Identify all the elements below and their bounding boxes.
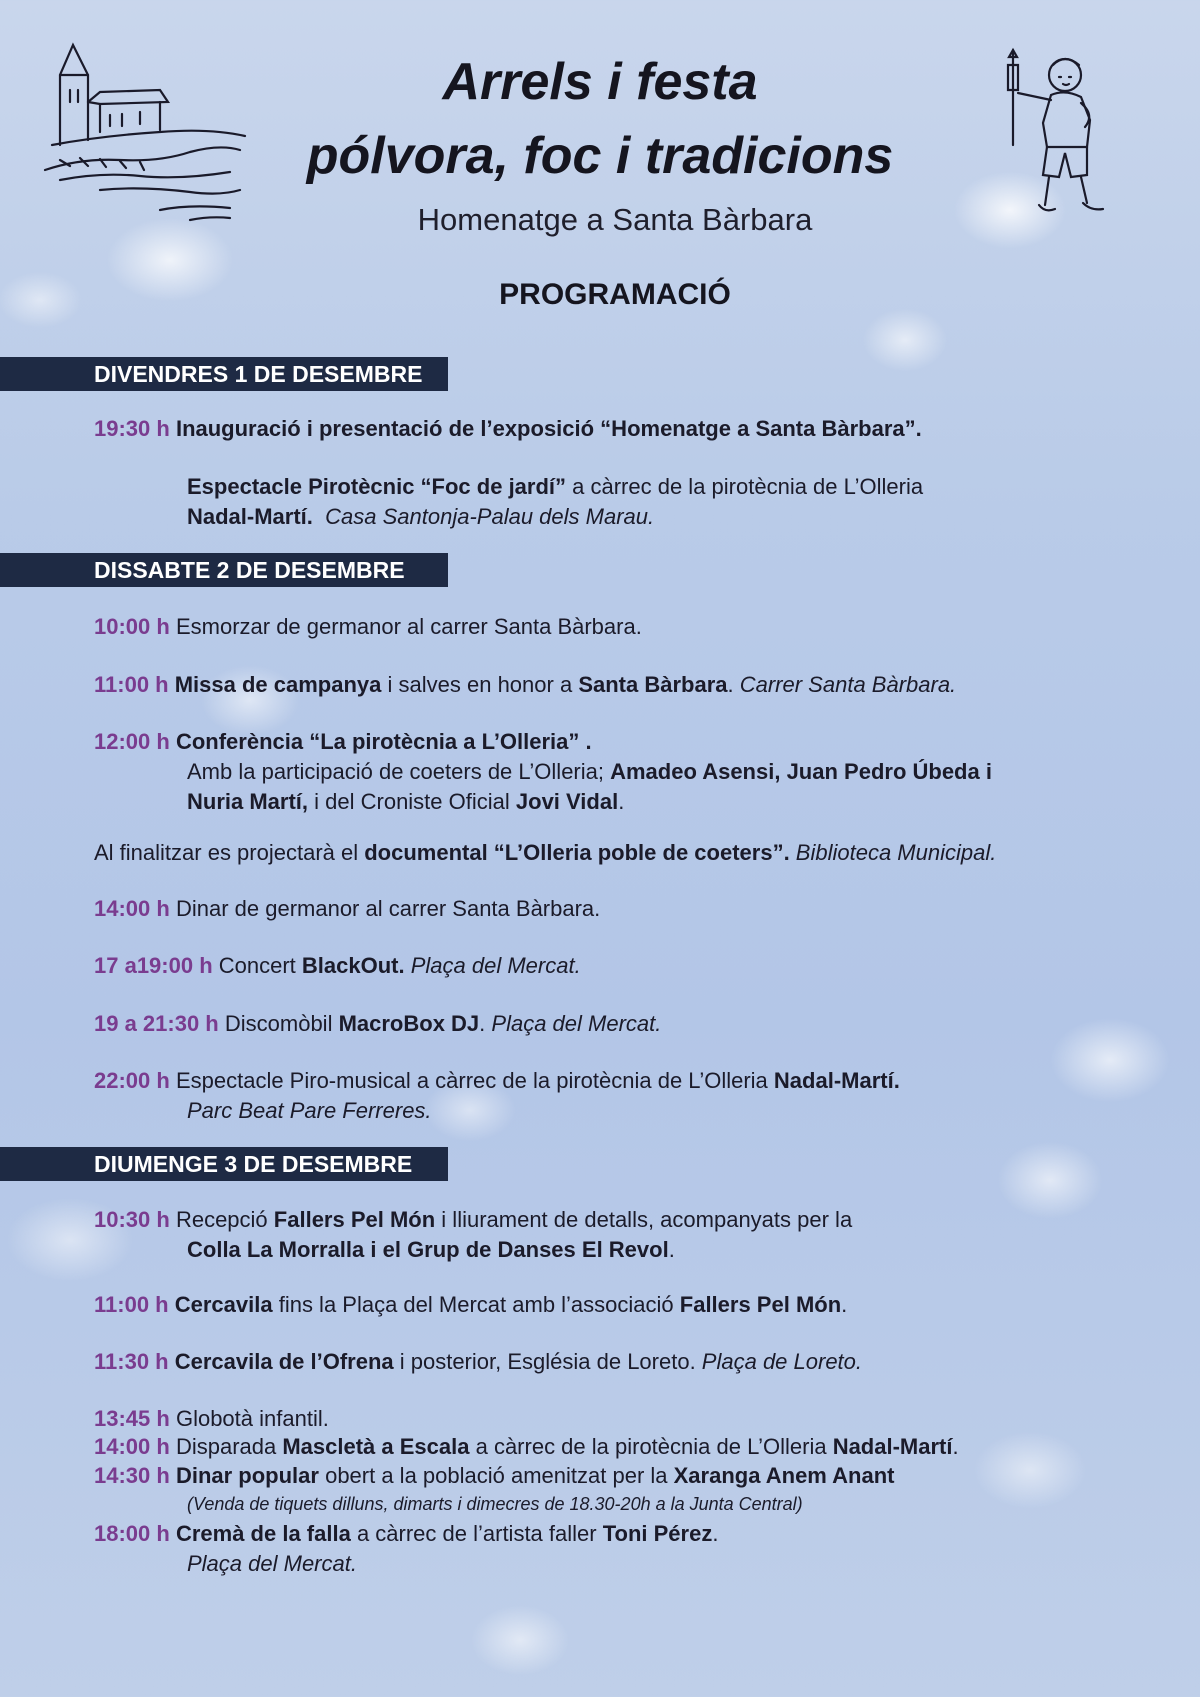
event-sunday-5: 14:00 h Disparada Mascletà a Escala a càrrec de la pirotècnia de L’Olleria Nadal-Martí. bbox=[94, 1434, 959, 1459]
event-saturday-3: 12:00 h Conferència “La pirotècnia a L’Olleria” . Amb la participació de coeters de L’Olleria; Amadeo Asensi, Juan Pedro Úbeda i Nuria Martí, i del Croniste Oficial Jovi Vidal. bbox=[94, 729, 992, 814]
title-line-2: pólvora, foc i tradicions bbox=[306, 127, 894, 185]
day-bar-friday: DIVENDRES 1 DE DESEMBRE bbox=[0, 357, 448, 391]
event-friday-1 bbox=[94, 414, 922, 444]
event-saturday-6: 17 a19:00 h Concert BlackOut. Plaça del Mercat. bbox=[94, 953, 581, 978]
event-sunday-3: 11:30 h Cercavila de l’Ofrena i posterior, Església de Loreto. Plaça de Loreto. bbox=[94, 1349, 863, 1374]
day-bar-sunday: DIUMENGE 3 DE DESEMBRE bbox=[0, 1147, 448, 1181]
event-saturday-1: 10:00 h Esmorzar de germanor al carrer Santa Bàrbara. bbox=[94, 614, 642, 639]
event-place: Casa Santonja-Palau dels Marau. bbox=[325, 504, 655, 529]
event-saturday-4: Al finalitzar es projectarà el documental “L’Olleria poble de coeters”. Biblioteca Municipal. bbox=[94, 840, 997, 865]
ticket-note: (Venda de tiquets dilluns, dimarts i dimecres de 18.30-20h a la Junta Central) bbox=[187, 1494, 803, 1514]
event-sunday-1: 10:30 h Recepció Fallers Pel Món i lliurament de detalls, acompanyats per la Colla La Morralla i el Grup de Danses El Revol. bbox=[94, 1207, 853, 1262]
event-sunday-6: 14:30 h Dinar popular obert a la població amenitzat per la Xaranga Anem Anant (Venda de tiquets dilluns, dimarts i dimecres de 18.30-20h a la Junta Central) bbox=[94, 1461, 894, 1517]
event-sunday-2: 11:00 h Cercavila fins la Plaça del Mercat amb l’associació Fallers Pel Món. bbox=[94, 1292, 848, 1317]
event-sunday-7: 18:00 h Cremà de la falla a càrrec de l’artista faller Toni Pérez. Plaça del Mercat. bbox=[94, 1521, 719, 1576]
event-saturday-2: 11:00 h Missa de campanya i salves en honor a Santa Bàrbara. Carrer Santa Bàrbara. bbox=[94, 672, 957, 697]
subtitle: Homenatge a Santa Bàrbara bbox=[417, 202, 813, 237]
event-saturday-7: 19 a 21:30 h Discomòbil MacroBox DJ. Plaça del Mercat. bbox=[94, 1011, 662, 1036]
section-heading: PROGRAMACIÓ bbox=[499, 278, 731, 311]
day-bar-saturday: DISSABTE 2 DE DESEMBRE bbox=[0, 553, 448, 587]
event-text: Inauguració i presentació de l’exposició “Homenatge a Santa Bàrbara”. bbox=[175, 416, 922, 441]
title-line-1: Arrels i festa bbox=[442, 53, 758, 111]
event-saturday-5: 14:00 h Dinar de germanor al carrer Santa Bàrbara. bbox=[94, 896, 601, 921]
event-saturday-8: 22:00 h Espectacle Piro-musical a càrrec de la pirotècnia de L’Olleria Nadal-Martí. Parc Beat Pare Ferreres. bbox=[94, 1068, 900, 1123]
event-friday-2: Espectacle Pirotècnic “Foc de jardí” a càrrec de la pirotècnia de L’Olleria Nadal-Martí. Casa Santonja-Palau dels Marau. bbox=[187, 474, 924, 529]
event-sunday-4: 13:45 h Globotà infantil. bbox=[94, 1406, 329, 1431]
event-time: 19:30 h bbox=[94, 416, 170, 441]
